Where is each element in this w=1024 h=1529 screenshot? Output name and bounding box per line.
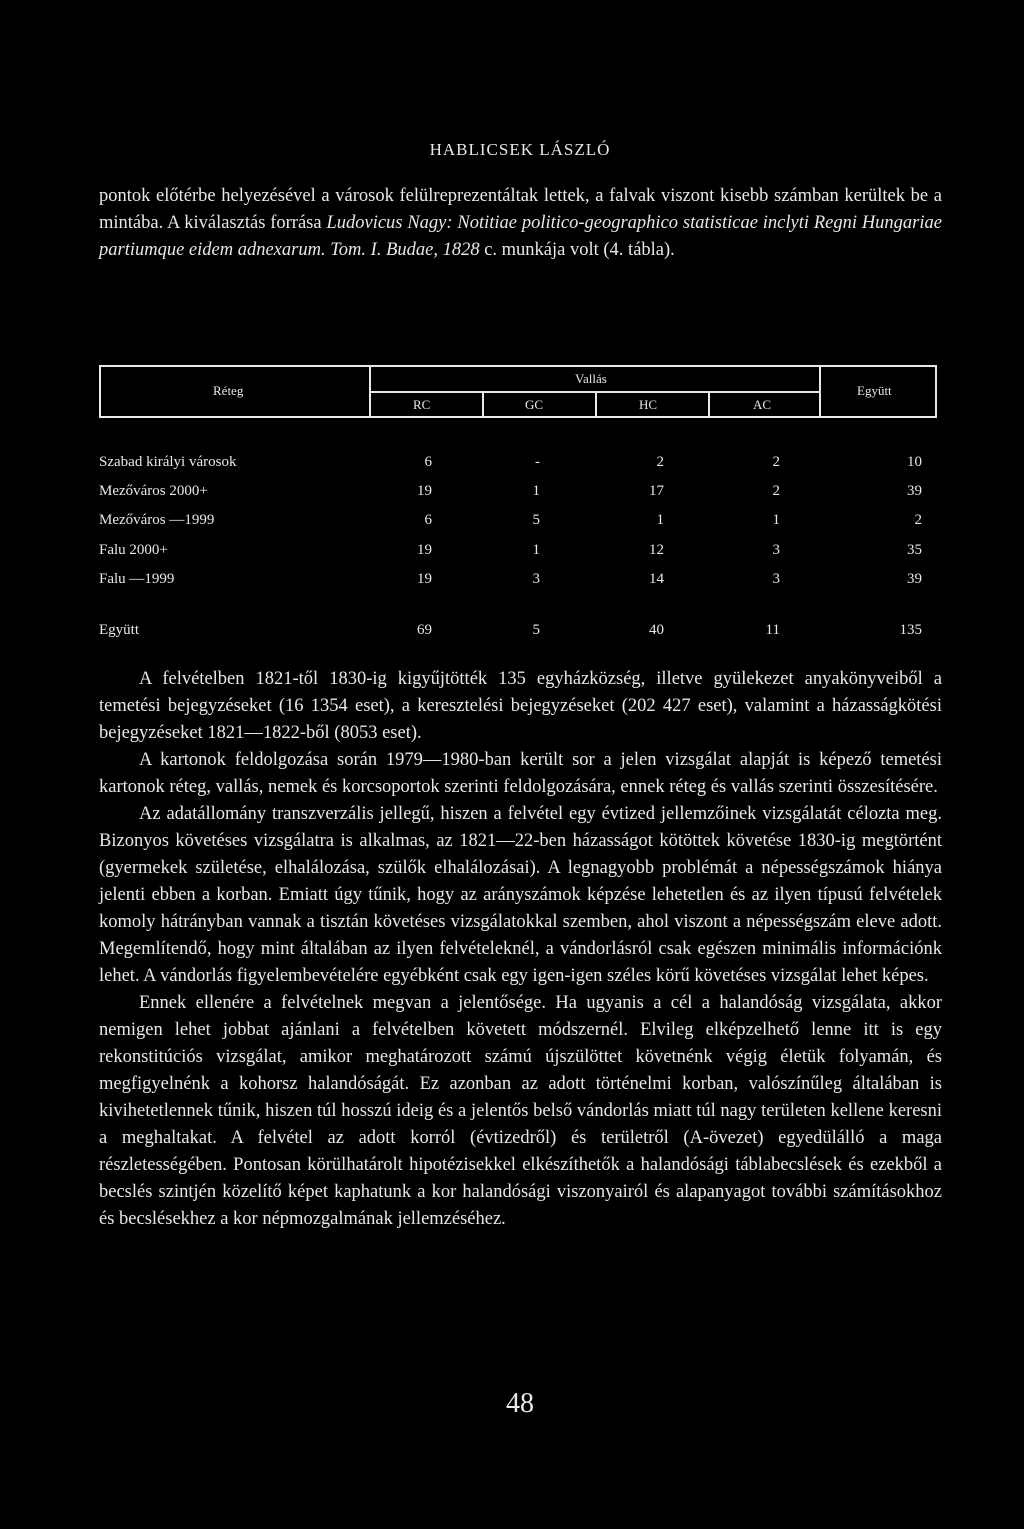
page-number: 48 <box>506 1388 534 1419</box>
cell-rc: 6 <box>424 454 432 470</box>
table-row <box>99 454 941 478</box>
cell-total: 35 <box>907 542 922 558</box>
header-ac: AC <box>753 397 772 412</box>
cell-hc: 17 <box>649 483 664 499</box>
body-paragraph: A kartonok feldolgozása során 1979—1980-ban került sor a jelen vizsgálat alapját is képező temetési kartonok réteg, vallás, nemek és korcsoportok szerinti feldolgozására, ennek réteg és vallás szerinti összesítésére. <box>99 750 942 797</box>
cell-hc: 12 <box>649 542 664 558</box>
body-paragraph: A felvételben 1821-től 1830-ig kigyűjtötték 135 egyházközség, illetve gyülekezet anyakönyveiből a temetési bejegyzéseket (16 1354 eset), a keresztelési bejegyzéseket (202 427 eset), valamint a házasságkötési bejegyzéseket 1821—1822-ből (8053 eset). <box>99 669 942 743</box>
cell-gc: 1 <box>532 483 540 499</box>
table-total-row <box>99 622 941 646</box>
cell-ac: 3 <box>772 542 780 558</box>
intro-paragraph <box>99 183 942 264</box>
header-layer: Réteg <box>213 383 244 398</box>
header-gc: GC <box>525 397 544 412</box>
header-divider-hc-ac <box>708 391 710 416</box>
cell-rc: 6 <box>424 512 432 528</box>
header-total: Együtt <box>857 383 892 398</box>
header-hc: HC <box>639 397 658 412</box>
cell-ac: 11 <box>765 622 780 638</box>
cell-ac: 2 <box>772 483 780 499</box>
header-rc: RC <box>413 397 431 412</box>
table-row <box>99 512 941 536</box>
cell-ac: 2 <box>772 454 780 470</box>
body-paragraph: Az adatállomány transzverzális jellegű, hiszen a felvétel egy évtized jellemzőinek vizsgálatát célozta meg. Bizonyos követéses vizsgálatra is alkalmas, az 1821—22-ben házasságot kötöttek követése 1830-ig megtörtént (gyermekek születése, elhalálozása, szülők elhalálozásai). A legnagyobb problémát a népességszámok hiánya jelenti ebben a korban. Emiatt úgy tűnik, hogy az arányszámok képzése lehetetlen és az ilyen típusú felvételek komoly hátrányban vannak a tisztán követéses vizsgálatokkal szemben, ahol viszont a népességszám eleve adott. Megemlítendő, hogy mint általában az ilyen felvételeknél, a vándorlásról csak egészen minimális információnk lehet. A vándorlás figyelembevételére egyébként csak egy igen-igen széles körű követéses vizsgálat lehet képes. <box>99 804 942 986</box>
table-header <box>99 365 937 418</box>
row-label: Szabad királyi városok <box>99 454 237 470</box>
cell-ac: 3 <box>772 571 780 587</box>
cell-total: 39 <box>907 571 922 587</box>
cell-rc: 19 <box>417 571 432 587</box>
cell-total: 2 <box>914 512 922 528</box>
intro-text-before: pontok előtérbe helyezésével a városok felülreprezentáltak lettek, a falvak viszont kisebb számban kerültek be a mintába. A kiválasztás forrása <box>99 186 942 233</box>
table-row <box>99 483 941 507</box>
intro-italic-source: Ludovicus Nagy: Notitiae politico-geographico statisticae inclyti Regni Hungariae partiumque eidem adnexarum. Tom. I. Budae, 1828 <box>99 213 942 260</box>
header-divider-rc-gc <box>482 391 484 416</box>
cell-total: 39 <box>907 483 922 499</box>
cell-rc: 69 <box>417 622 432 638</box>
cell-hc: 40 <box>649 622 664 638</box>
table-row <box>99 571 941 595</box>
cell-total: 10 <box>907 454 922 470</box>
cell-gc: - <box>535 454 540 470</box>
cell-gc: 5 <box>532 622 540 638</box>
header-religion: Vallás <box>575 371 607 386</box>
row-label: Falu —1999 <box>99 571 175 587</box>
cell-gc: 1 <box>532 542 540 558</box>
cell-gc: 3 <box>532 571 540 587</box>
body-paragraph: Ennek ellenére a felvételnek megvan a jelentősége. Ha ugyanis a cél a halandóság vizsgálata, akkor nemigen lehet jobbat ajánlani a felvételben követett módszernél. Elvileg elképzelhető lenne itt is egy rekonstitúciós vizsgálat, amikor meghatározott számú újszülöttet követnénk végig életük folyamán, és megfigyelnénk a kohorsz halandóságát. Ez azonban az adott történelmi korban, valószínűleg általában is kivihetetlennek tűnik, hiszen túl hosszú ideig és a jelentős belső vándorlás miatt túl nagy területen kellene keresni a meghaltakat. A felvétel az adott korról (évtizedről) és területről (A-övezet) egyedülálló a maga részletességében. Pontosan körülhatárolt hipotézisekkel elkészíthetők a halandósági táblabecslések és ezekből a becslés szintjén közelítő képet kaphatunk a kor halandósági viszonyairól és alapanyagot további számításokhoz és becslésekhez a kor népmozgalmának jellemzéséhez. <box>99 993 942 1229</box>
cell-total: 135 <box>899 622 922 638</box>
body-text <box>99 666 942 1233</box>
running-head: HABLICSEK LÁSZLÓ <box>429 140 611 159</box>
table-row <box>99 542 941 566</box>
cell-hc: 2 <box>656 454 664 470</box>
cell-hc: 14 <box>649 571 664 587</box>
intro-text-after: c. munkája volt (4. tábla). <box>479 240 675 260</box>
cell-gc: 5 <box>532 512 540 528</box>
cell-rc: 19 <box>417 542 432 558</box>
data-table <box>99 365 941 645</box>
row-label: Mezőváros 2000+ <box>99 483 208 499</box>
cell-rc: 19 <box>417 483 432 499</box>
cell-ac: 1 <box>772 512 780 528</box>
row-label: Falu 2000+ <box>99 542 168 558</box>
row-label: Együtt <box>99 622 139 638</box>
header-divider-gc-hc <box>595 391 597 416</box>
cell-hc: 1 <box>656 512 664 528</box>
row-label: Mezőváros —1999 <box>99 512 215 528</box>
